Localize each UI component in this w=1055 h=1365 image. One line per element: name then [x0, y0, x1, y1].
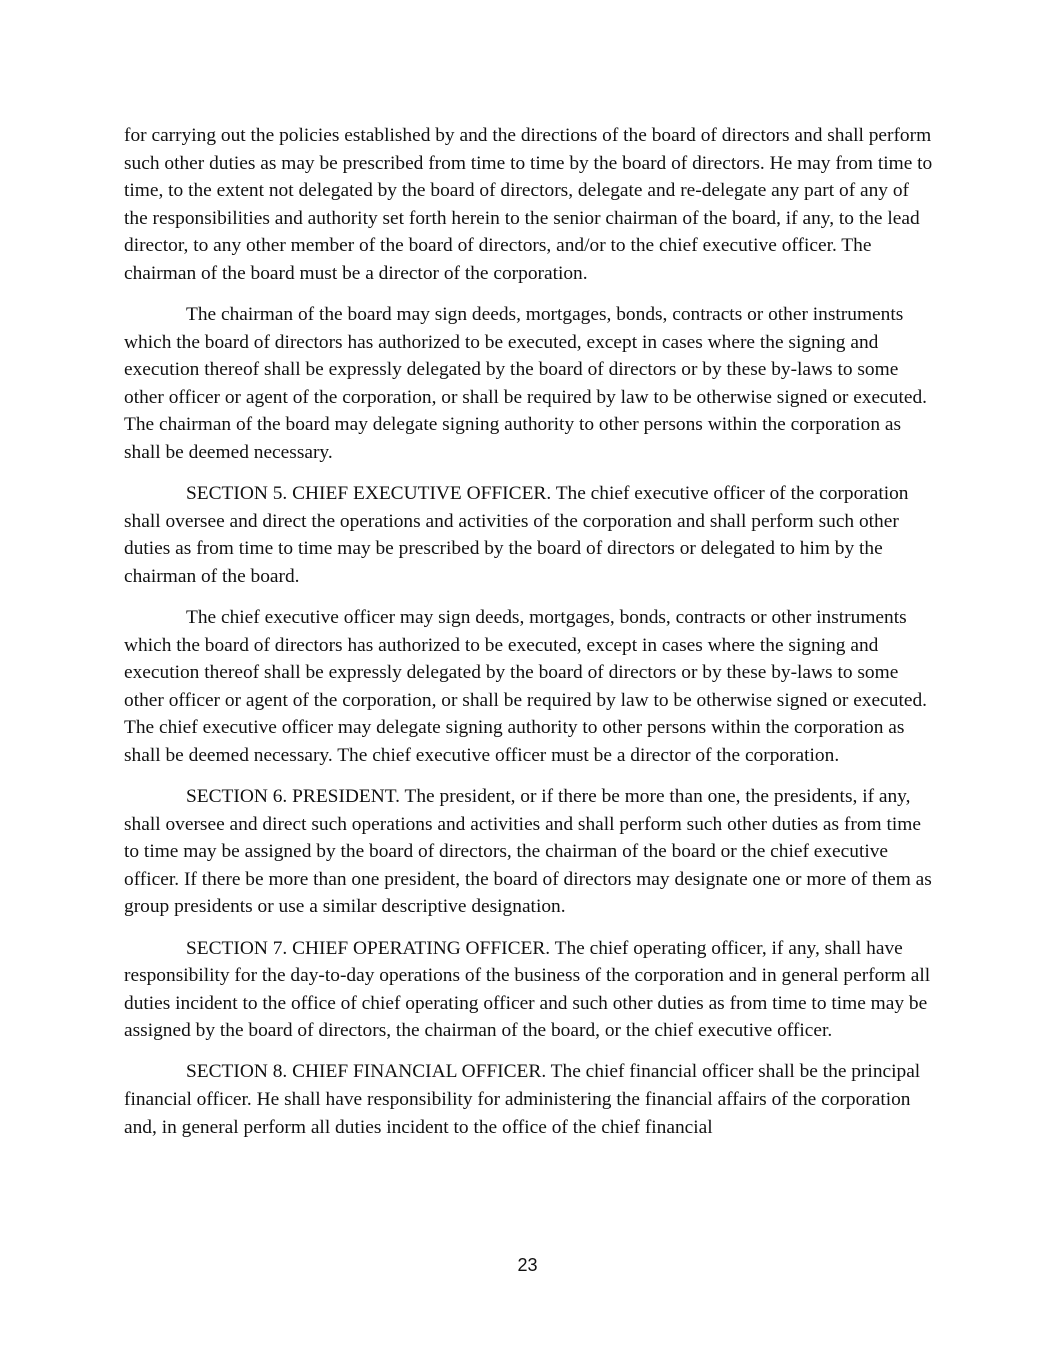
paragraph-section-5: SECTION 5. CHIEF EXECUTIVE OFFICER. The chief executive officer of the corporation shall oversee and direct the operations and activities of the corporation and shall perform such other duties as from time to time may be prescribed by the board of directors or delegated to him by the chairman of the board. [124, 483, 909, 587]
page-number: 23 [517, 1255, 538, 1275]
paragraph-section-7: SECTION 7. CHIEF OPERATING OFFICER. The chief operating officer, if any, shall have responsibility for the day-to-day operations of the business of the corporation and in general perform all duties incident to the office of chief operating officer and such other duties as from time to time may be assigned by the board of directors, the chairman of the board, or the chief executive officer. [124, 937, 931, 1042]
paragraph-continuation: for carrying out the policies established by and the directions of the board of directors and shall perform such other duties as may be prescribed from time to time by the board of directors. He may from time to time, to the extent not delegated by the board of directors, delegate and re-delegate any part of any of the responsibilities and authority set forth herein to the senior chairman of the board, if any, to the lead director, to any other member of the board of directors, and/or to the chief executive officer. The chairman of the board must be a director of the corporation. [124, 125, 933, 284]
paragraph-section-8: SECTION 8. CHIEF FINANCIAL OFFICER. The chief financial officer shall be the principal financial officer. He shall have responsibility for administering the financial affairs of the corporation and, in general perform all duties incident to the office of the chief financial [124, 1061, 921, 1138]
paragraph-ceo-signing: The chief executive officer may sign deeds, mortgages, bonds, contracts or other instruments which the board of directors has authorized to be executed, except in cases where the signing and execution thereof shall be expressly delegated by the board of directors or by these by-laws to some other officer or agent of the corporation, or shall be required by law to be otherwise signed or executed. The chief executive officer may delegate signing authority to other persons within the corporation as shall be deemed necessary. The chief executive officer must be a director of the corporation. [124, 607, 927, 766]
paragraph-chairman-signing: The chairman of the board may sign deeds, mortgages, bonds, contracts or other instruments which the board of directors has authorized to be executed, except in cases where the signing and execution thereof shall be expressly delegated by the board of directors or by these by-laws to some other officer or agent of the corporation, or shall be required by law to be otherwise signed or executed. The chairman of the board may delegate signing authority to other persons within the corporation as shall be deemed necessary. [124, 304, 927, 464]
paragraph-section-6: SECTION 6. PRESIDENT. The president, or if there be more than one, the presidents, if any, shall oversee and direct such operations and activities and shall perform such other duties as from time to time may be assigned by the board of directors, the chairman of the board or the chief executive officer. If there be more than one president, the board of directors may designate one or more of them as group presidents or use a similar descriptive designation. [124, 786, 932, 918]
document-body [124, 122, 934, 1155]
